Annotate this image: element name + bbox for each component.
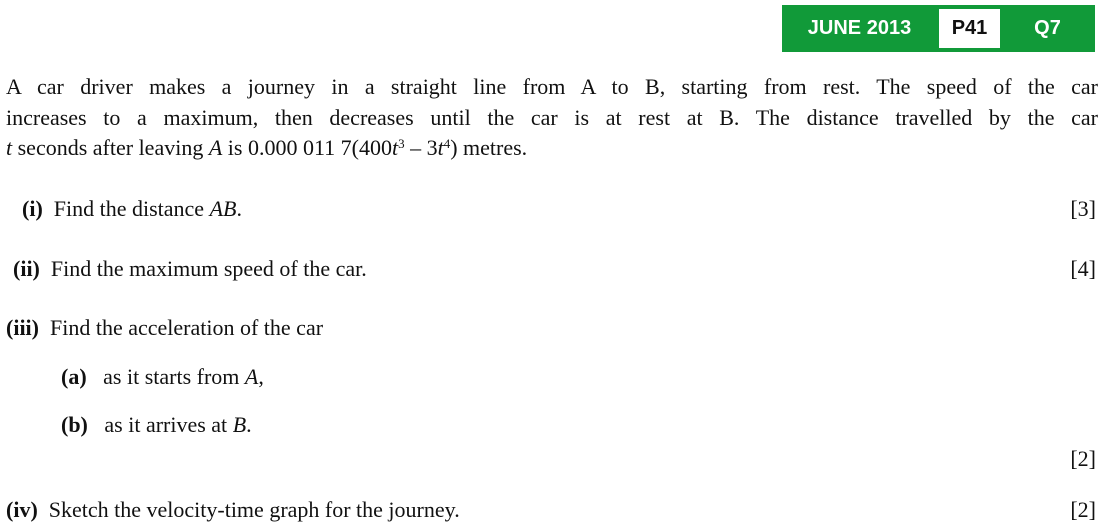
part-number: (iii) — [6, 315, 39, 340]
part-iv — [6, 497, 460, 523]
subpart-label: (b) — [61, 412, 88, 437]
marks-part-i: [3] — [1070, 196, 1096, 221]
marks-part-iii: [2] — [1070, 446, 1096, 471]
stem-line-3: t seconds after leaving A is 0.000 011 $7(400t^3 - 3t^4)$ metres. — [6, 135, 528, 160]
part-text: Find the distance AB. — [53, 196, 242, 221]
question-stem — [6, 72, 1098, 164]
part-text: Sketch the velocity-time graph for the journey. — [48, 497, 460, 522]
part-number: (i) — [22, 196, 43, 221]
part-text: Find the acceleration of the car — [50, 315, 324, 340]
part-number: (iv) — [6, 497, 38, 522]
question-number: Q7 — [1034, 17, 1061, 39]
paper-code: P41 — [939, 9, 1000, 48]
subpart-b — [61, 412, 252, 438]
stem-line-2: increases to a maximum, then decreases until the car is at rest at B. The distance travelled by the car — [6, 104, 1098, 130]
part-i — [22, 196, 242, 222]
marks-part-ii: [4] — [1070, 256, 1096, 281]
subpart-text: as it arrives at B. — [104, 412, 252, 437]
subpart-a — [61, 364, 264, 390]
part-ii — [13, 256, 367, 282]
stem-line-1: A car driver makes a journey in a straight line from A to B, starting from rest. The speed of the car — [6, 74, 1098, 99]
marks-part-iv: [2] — [1070, 497, 1096, 522]
part-text: Find the maximum speed of the car. — [50, 256, 367, 281]
subpart-text: as it starts from A, — [103, 364, 264, 389]
part-number: (ii) — [13, 256, 40, 281]
subpart-label: (a) — [61, 364, 87, 389]
exam-session: JUNE 2013 — [807, 17, 912, 39]
part-iii — [6, 315, 323, 341]
question-badge — [782, 5, 1095, 52]
